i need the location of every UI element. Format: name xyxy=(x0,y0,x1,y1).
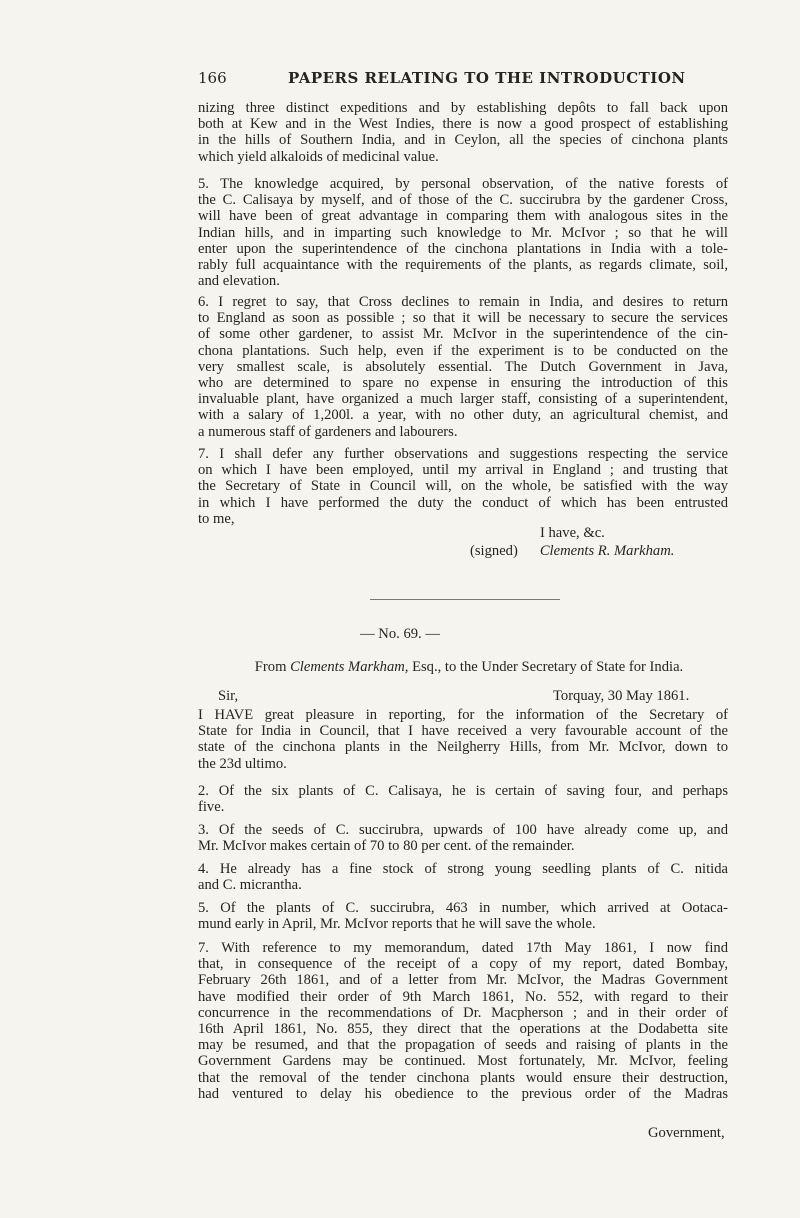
text-line: 6. I regret to say, that Cross declines to remain in India, and desires to return xyxy=(198,294,728,310)
text-line: have modified their order of 9th March 1861, No. 552, with regard to their xyxy=(198,988,728,1005)
carryover-word: Government, xyxy=(648,1125,725,1141)
text-line: both at Kew and in the West Indies, there is now a good prospect of establishing xyxy=(198,116,728,133)
text-line: Government Gardens may be continued. Most fortunately, Mr. McIvor, feeling xyxy=(198,1053,728,1070)
from-prefix: From xyxy=(254,659,291,675)
text-line: who are determined to spare no expense in ensuring the introduction of this xyxy=(198,375,728,392)
text-line: 3. Of the seeds of C. succirubra, upwards of 100 have already come up, and xyxy=(198,822,728,838)
text-line: to England as soon as possible ; so that it will be necessary to secure the services xyxy=(198,310,728,327)
letter-paragraph-4 xyxy=(198,861,728,893)
text-line: concurrence in the recommendations of Dr. Macpherson ; and in their order of xyxy=(198,1004,728,1021)
text-line: mund early in April, Mr. McIvor reports that he will save the whole. xyxy=(198,916,596,933)
place-date: Torquay, 30 May 1861. xyxy=(553,688,690,704)
letter-paragraph-7 xyxy=(198,940,728,1102)
text-line: 16th April 1861, No. 855, they direct that the operations at the Dodabetta site xyxy=(198,1021,728,1038)
text-line: with a salary of 1,200l. a year, with no other duty, an agricultural chemist, and xyxy=(198,407,728,424)
section-divider xyxy=(370,599,560,600)
letter-paragraph-3 xyxy=(198,822,728,854)
text-line: that, in consequence of the receipt of a copy of my report, dated Bombay, xyxy=(198,956,728,973)
text-line: will have been of great advantage in comparing them with analogous sites in the xyxy=(198,208,728,225)
text-line: State for India in Council, that I have received a very favourable account of the xyxy=(198,723,728,740)
from-rest: Esq., to the Under Secretary of State for India. xyxy=(408,659,684,675)
text-line: had ventured to delay his obedience to the previous order of the Madras xyxy=(198,1085,728,1102)
text-line: 7. I shall defer any further observations and suggestions respecting the service xyxy=(198,446,728,462)
text-line: the Secretary of State in Council will, on the whole, be satisfied with the way xyxy=(198,478,728,495)
signed-label: (signed) xyxy=(470,543,518,559)
paragraph-continuation xyxy=(198,100,728,165)
text-line: which yield alkaloids of medicinal value. xyxy=(198,148,439,165)
text-line: rably full acquaintance with the requirements of the plants, as regards climate, soil, xyxy=(198,257,728,274)
text-line: 7. With reference to my memorandum, dated 17th May 1861, I now find xyxy=(198,940,728,956)
text-line: and elevation. xyxy=(198,273,280,290)
text-line: that the removal of the tender cinchona plants would ensure their destruction, xyxy=(198,1069,728,1086)
text-line: 2. Of the six plants of C. Calisaya, he is certain of saving four, and perhaps xyxy=(198,783,728,799)
text-line: to me, xyxy=(198,510,235,527)
text-line: 4. He already has a fine stock of strong young seedling plants of C. nitida xyxy=(198,861,728,877)
letter-heading xyxy=(0,659,800,676)
text-line: the 23d ultimo. xyxy=(198,755,287,772)
text-line: I HAVE great pleasure in reporting, for the information of the Secretary of xyxy=(198,707,728,723)
text-line: state of the cinchona plants in the Neilgherry Hills, from Mr. McIvor, down to xyxy=(198,739,728,756)
text-line: the C. Calisaya by myself, and of those of the C. succirubra by the gardener Cross, xyxy=(198,192,728,209)
signer-name: Clements R. Markham. xyxy=(539,543,675,559)
running-title: PAPERS RELATING TO THE INTRODUCTION xyxy=(288,69,686,87)
text-line: enter upon the superintendence of the cinchona plantations in India with a tole- xyxy=(198,240,728,257)
text-line: in which I have performed the duty the conduct of which has been entrusted xyxy=(198,494,728,511)
paragraph-6 xyxy=(198,294,728,440)
paragraph-5 xyxy=(198,176,728,289)
text-line: five. xyxy=(198,799,225,816)
salutation: Sir, xyxy=(218,688,239,704)
closing: I have, &c. xyxy=(540,525,605,541)
text-line: Indian hills, and in imparting such knowledge to Mr. McIvor ; so that he will xyxy=(198,224,728,241)
letter-paragraph-5 xyxy=(198,900,728,932)
text-line: 5. Of the plants of C. succirubra, 463 in number, which arrived at Ootaca- xyxy=(198,900,728,916)
paragraph-7 xyxy=(198,446,728,527)
text-line: on which I have been employed, until my arrival in England ; and trusting that xyxy=(198,462,728,479)
text-line: nizing three distinct expeditions and by establishing depôts to fall back upon xyxy=(198,100,728,116)
text-line: in the hills of Southern India, and in Ceylon, all the species of cinchona plants xyxy=(198,132,728,149)
text-line: February 26th 1861, and of a letter from Mr. McIvor, the Madras Government xyxy=(198,972,728,989)
letter-paragraph-2 xyxy=(198,783,728,815)
text-line: and C. micrantha. xyxy=(198,877,302,894)
text-line: 5. The knowledge acquired, by personal observation, of the native forests of xyxy=(198,176,728,192)
signature-line xyxy=(470,543,674,560)
text-line: invaluable plant, have organized a much larger staff, consisting of a superintendent, xyxy=(198,391,728,408)
text-line: Mr. McIvor makes certain of 70 to 80 per cent. of the remainder. xyxy=(198,838,575,855)
text-line: a numerous staff of gardeners and labourers. xyxy=(198,423,458,440)
page-number: 166 xyxy=(198,69,227,87)
document-number: — No. 69. — xyxy=(360,626,440,642)
text-line: of some other gardener, to assist Mr. McIvor in the superintendence of the cin- xyxy=(198,326,728,343)
text-line: chona plantations. Such help, even if the experiment is to be conducted on the xyxy=(198,342,728,359)
sender-name: Clements Markham, xyxy=(290,659,409,675)
text-line: may be resumed, and that the propagation of seeds and raising of plants in the xyxy=(198,1037,728,1054)
text-line: very smallest scale, is absolutely essential. The Dutch Government in Java, xyxy=(198,358,728,375)
letter-paragraph-1 xyxy=(198,707,728,772)
